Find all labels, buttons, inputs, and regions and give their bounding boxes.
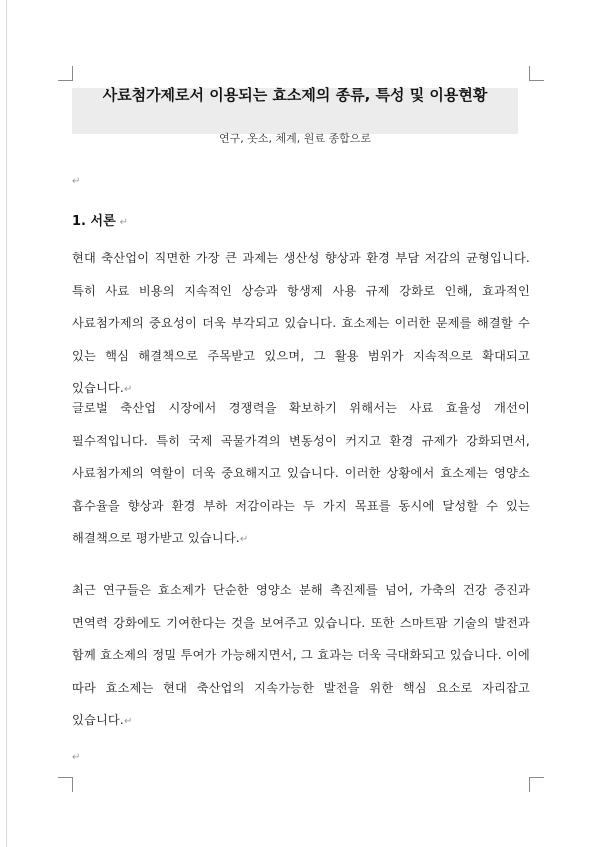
paragraph-mark: ↵ <box>239 534 249 546</box>
paragraph-text: 글로벌 축산업 시장에서 경쟁력을 확보하기 위해서는 사료 효율성 개선이 필수적입니다. 특히 국제 곡물가격의 변동성이 커지고 환경 규제가 강화되면서, 사료첨가제의 역할이 더욱 중요해지고 있습니다. 이러한 상황에서 효소제는 영양소 흡수율을 향상과 환경 부하 저감이라는 두 가지 목표를 동시에 달성할 수 있는 해결책으로 평가받고 있습니다. <box>72 401 530 546</box>
crop-mark-bottom-right <box>529 777 544 792</box>
paragraph-mark: ↵ <box>123 384 133 396</box>
paragraph-2 <box>72 401 530 564</box>
paragraph-mark: ↵ <box>72 176 81 187</box>
section-heading-text: 1. 서론 <box>72 214 116 229</box>
page-left-edge <box>6 0 7 847</box>
crop-mark-top-left <box>58 66 73 81</box>
crop-mark-bottom-left <box>58 777 73 792</box>
document-title-area <box>72 88 518 134</box>
paragraph-3 <box>72 574 530 739</box>
document-subtitle: 연구, 옷소, 체계, 원료 종합으로 <box>219 132 371 145</box>
paragraph-mark: ↵ <box>72 752 81 763</box>
document-subtitle-area <box>72 132 518 145</box>
paragraph-text: 현대 축산업이 직면한 가장 큰 과제는 생산성 향상과 환경 부담 저감의 균형입니다. 특히 사료 비용의 지속적인 상승과 항생제 사용 규제 강화로 인해, 효과적인 사료첨가제의 중요성이 더욱 부각되고 있습니다. 효소제는 이러한 문제를 해결할 수 있는 핵심 해결책으로 주목받고 있으며, 그 활용 범위가 지속적으로 확대되고 있습니다. <box>72 251 530 396</box>
crop-mark-top-right <box>529 66 544 81</box>
document-title: 사료첨가제로서 이용되는 효소제의 종류, 특성 및 이용현황 <box>102 86 488 104</box>
section-heading <box>72 210 128 229</box>
paragraph-mark: ↵ <box>119 217 129 228</box>
paragraph-1 <box>72 242 530 407</box>
paragraph-mark: ↵ <box>123 716 133 728</box>
paragraph-text: 최근 연구들은 효소제가 단순한 영양소 분해 촉진제를 넘어, 가축의 건강 증진과 면역력 강화에도 기여한다는 것을 보여주고 있습니다. 또한 스마트팜 기술의 발전과 함께 효소제의 정밀 투여가 가능해지면서, 그 효과는 더욱 극대화되고 있습니다. 이에 따라 효소제는 현대 축산업의 지속가능한 발전을 위한 핵심 요소로 자리잡고 있습니다. <box>72 583 530 728</box>
